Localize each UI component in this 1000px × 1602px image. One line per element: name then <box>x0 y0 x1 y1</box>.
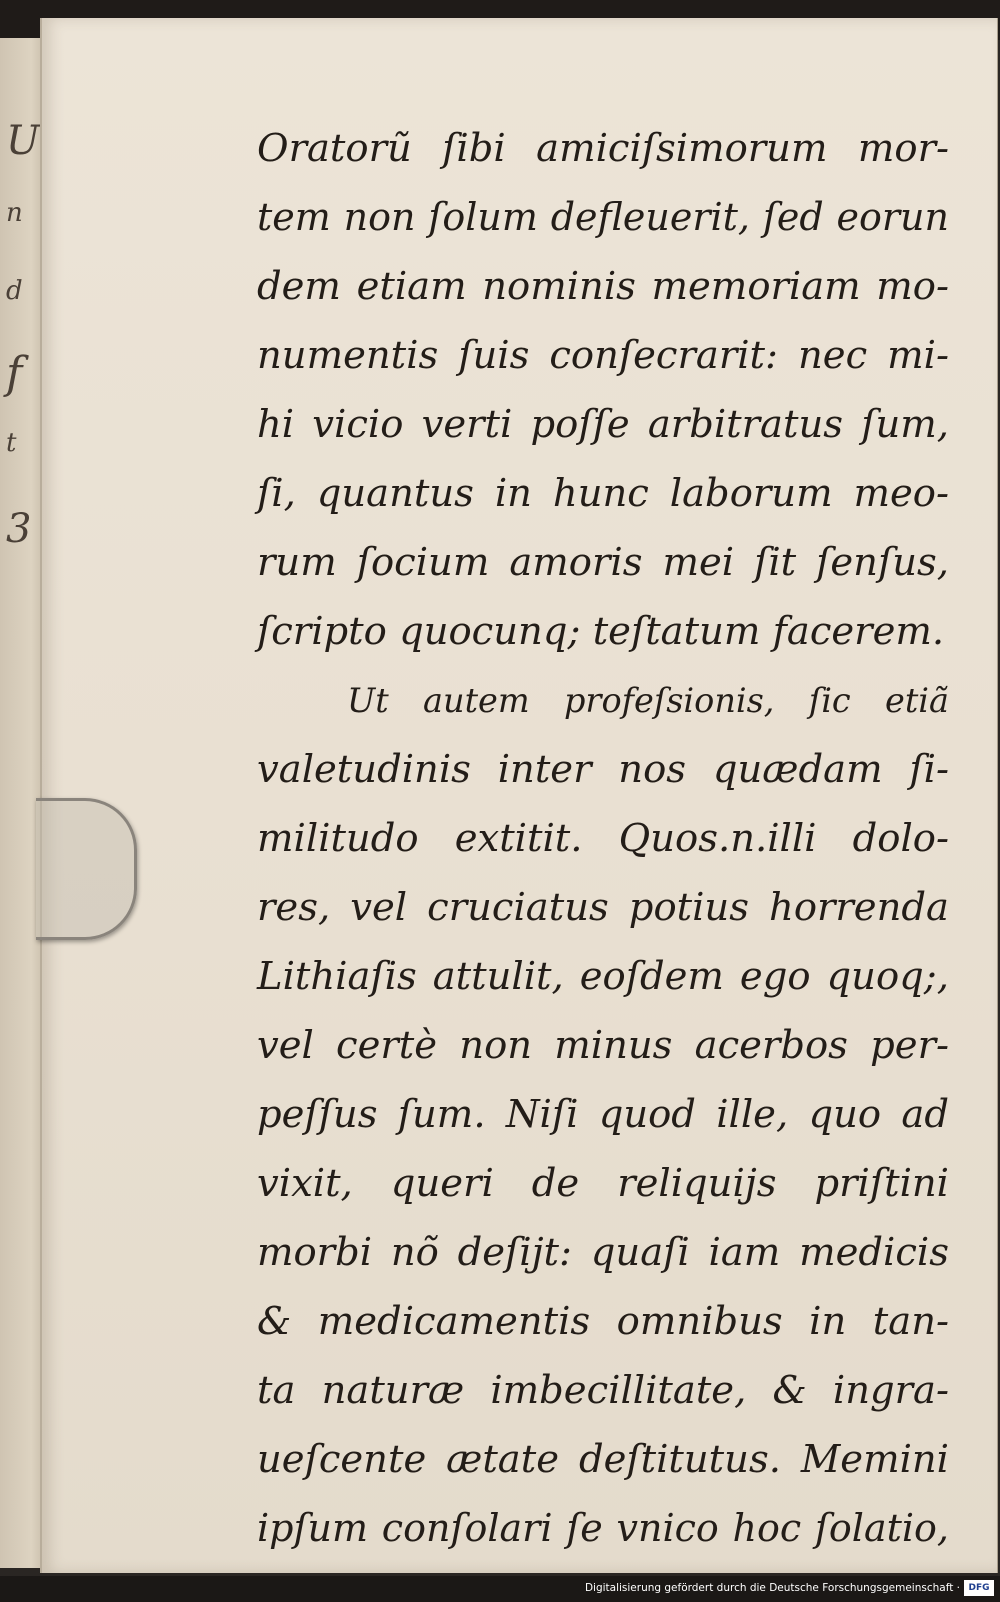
text-line: tem non ſolum defleuerit, ſed eorun <box>257 195 949 239</box>
text-line: numentis ſuis conſecrarit: nec mi- <box>257 333 949 378</box>
text-line: vixit, queri de reliquijs priſtini <box>257 1161 949 1206</box>
text-line: Oratorũ ſibi amiciſsimorum mor- <box>257 126 949 171</box>
text-line: ipſum conſolari ſe vnico hoc ſolatio, <box>257 1506 949 1550</box>
dfg-logo-icon: DFG <box>964 1580 994 1596</box>
digitization-credit: Digitalisierung gefördert durch die Deutsche Forschungsgemeinschaft · <box>584 1582 960 1594</box>
text-line: ſcripto quocunq; teſtatum facerem. <box>257 609 945 654</box>
text-line: dem etiam nominis memoriam mo- <box>257 264 949 309</box>
page-text <box>257 114 949 1602</box>
text-line: & medicamentis omnibus in tan- <box>257 1299 949 1344</box>
page-clip <box>36 798 137 940</box>
text-line: ta naturæ imbecillitate, & ingra- <box>257 1368 949 1413</box>
text-line: rum ſocium amoris mei ſit ſenſus, <box>257 540 949 585</box>
book-page <box>40 18 998 1573</box>
left-leaf-mark: t <box>6 428 17 458</box>
left-leaf-mark: U <box>6 118 40 164</box>
text-line: hi vicio verti poſſe arbitratus ſum, <box>257 402 949 447</box>
left-leaf-mark: f <box>6 348 23 399</box>
text-line: morbi nõ deſijt: quaſi iam medicis <box>257 1230 949 1275</box>
text-line: valetudinis inter nos quædam ſi- <box>257 747 949 792</box>
text-line: militudo extitit. Quos.n.illi dolo- <box>257 816 949 861</box>
left-leaf-mark: 3 <box>6 506 32 552</box>
text-line: ſi, quantus in hunc laborum meo- <box>257 471 949 516</box>
left-leaf-mark: d <box>6 276 23 306</box>
text-line: ueſcente ætate deſtitutus. Memini <box>257 1437 949 1482</box>
left-leaf-mark: n <box>6 198 23 228</box>
text-line: peſſus ſum. Niſi quod ille, quo ad <box>257 1092 949 1137</box>
text-line: res, vel cruciatus potius horrenda <box>257 885 949 930</box>
text-line: Lithiaſis attulit, eoſdem ego quoq;, <box>257 954 949 999</box>
text-line: Ut autem profeſsionis, ſic etiã <box>347 681 949 720</box>
text-line: vel certè non minus acerbos per- <box>257 1023 949 1068</box>
